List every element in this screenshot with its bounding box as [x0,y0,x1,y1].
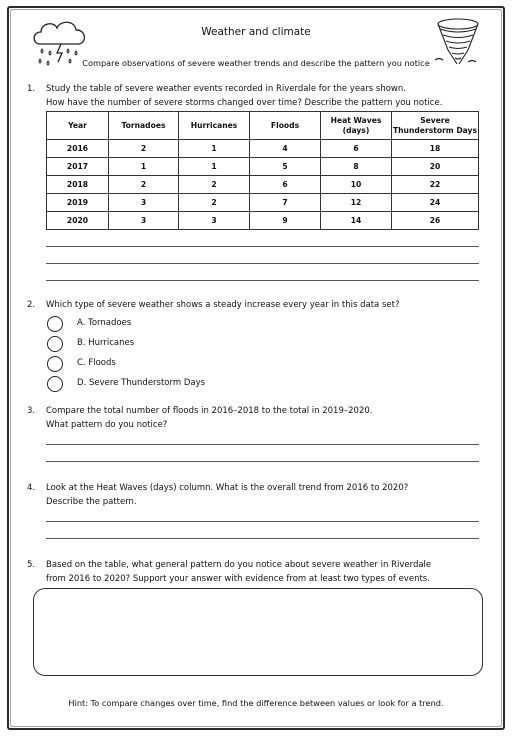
table-cell: 2 [179,176,250,194]
col-header-year: Year [47,112,109,140]
radio-circle[interactable] [47,336,63,352]
table-cell: 2 [109,140,179,158]
radio-circle[interactable] [47,316,63,332]
table-cell: 7 [250,194,321,212]
radio-circle[interactable] [47,376,63,392]
table-cell: 3 [109,212,179,230]
q5-number: 5. [27,560,36,570]
table-cell: 2020 [47,212,109,230]
q2-text: Which type of severe weather shows a steady increase every year in this data set? [46,300,400,310]
q1-line1: Study the table of severe weather events recorded in Riverdale for the years shown. [46,84,406,94]
table-cell: 6 [250,176,321,194]
q4-line1: Look at the Heat Waves (days) column. What is the overall trend from 2016 to 2020? [46,483,409,493]
table-row [47,158,479,176]
q3-answer-line-2[interactable] [46,461,479,462]
q4-answer-line-2[interactable] [46,538,479,539]
hint-text: Hint: To compare changes over time, find the difference between values or look for a trend. [68,698,444,708]
table-cell: 6 [321,140,392,158]
table-cell: 9 [250,212,321,230]
col-header-floods: Floods [250,112,321,140]
q1-answer-line-2[interactable] [46,263,479,264]
q2-number: 2. [27,300,36,310]
table-cell: 1 [179,158,250,176]
table-cell: 2 [179,194,250,212]
option-label: A. Tornadoes [77,318,132,328]
table-cell: 22 [392,176,479,194]
table-row [47,140,479,158]
option-label: D. Severe Thunderstorm Days [77,378,206,388]
table-cell: 8 [321,158,392,176]
table-header-row [47,112,479,140]
table-cell: 3 [109,194,179,212]
weather-data-table [46,111,479,230]
table-cell: 10 [321,176,392,194]
q3-line2: What pattern do you notice? [46,420,168,430]
radio-circle[interactable] [47,356,63,372]
q4-answer-line-1[interactable] [46,521,479,522]
q4-line2: Describe the pattern. [46,497,137,507]
q3-answer-line-1[interactable] [46,444,479,445]
table-row [47,176,479,194]
q1-line2: How have the number of severe storms changed over time? Describe the pattern you notice. [46,98,443,108]
q5-line2: from 2016 to 2020? Support your answer with evidence from at least two types of events. [46,574,430,584]
table-cell: 1 [109,158,179,176]
q4-number: 4. [27,483,36,493]
page-title: Weather and climate [201,26,311,38]
table-cell: 24 [392,194,479,212]
table-cell: 2019 [47,194,109,212]
table-cell: 20 [392,158,479,176]
option-label: C. Floods [77,358,116,368]
q5-answer-box[interactable] [33,588,483,676]
table-cell: 3 [179,212,250,230]
table-cell: 2017 [47,158,109,176]
q1-answer-line-1[interactable] [46,246,479,247]
q3-number: 3. [27,406,36,416]
option-label: B. Hurricanes [77,338,135,348]
table-cell: 1 [179,140,250,158]
table-cell: 4 [250,140,321,158]
col-header-tornadoes: Tornadoes [109,112,179,140]
table-cell: 14 [321,212,392,230]
q5-line1: Based on the table, what general pattern do you notice about severe weather in Riverdale [46,560,432,570]
table-cell: 2 [109,176,179,194]
col-header-heat-waves: Heat Waves (days) [321,112,392,140]
table-cell: 18 [392,140,479,158]
table-row [47,212,479,230]
table-cell: 12 [321,194,392,212]
q1-answer-line-3[interactable] [46,280,479,281]
table-row [47,194,479,212]
table-cell: 2018 [47,176,109,194]
table-cell: 2016 [47,140,109,158]
q3-line1: Compare the total number of floods in 2016–2018 to the total in 2019–2020. [46,406,373,416]
table-cell: 5 [250,158,321,176]
table-cell: 26 [392,212,479,230]
col-header-thunderstorm-days: Severe Thunderstorm Days [392,112,479,140]
page-subtitle: Compare observations of severe weather trends and describe the pattern you notice [82,58,430,68]
col-header-hurricanes: Hurricanes [179,112,250,140]
q1-number: 1. [27,84,36,94]
